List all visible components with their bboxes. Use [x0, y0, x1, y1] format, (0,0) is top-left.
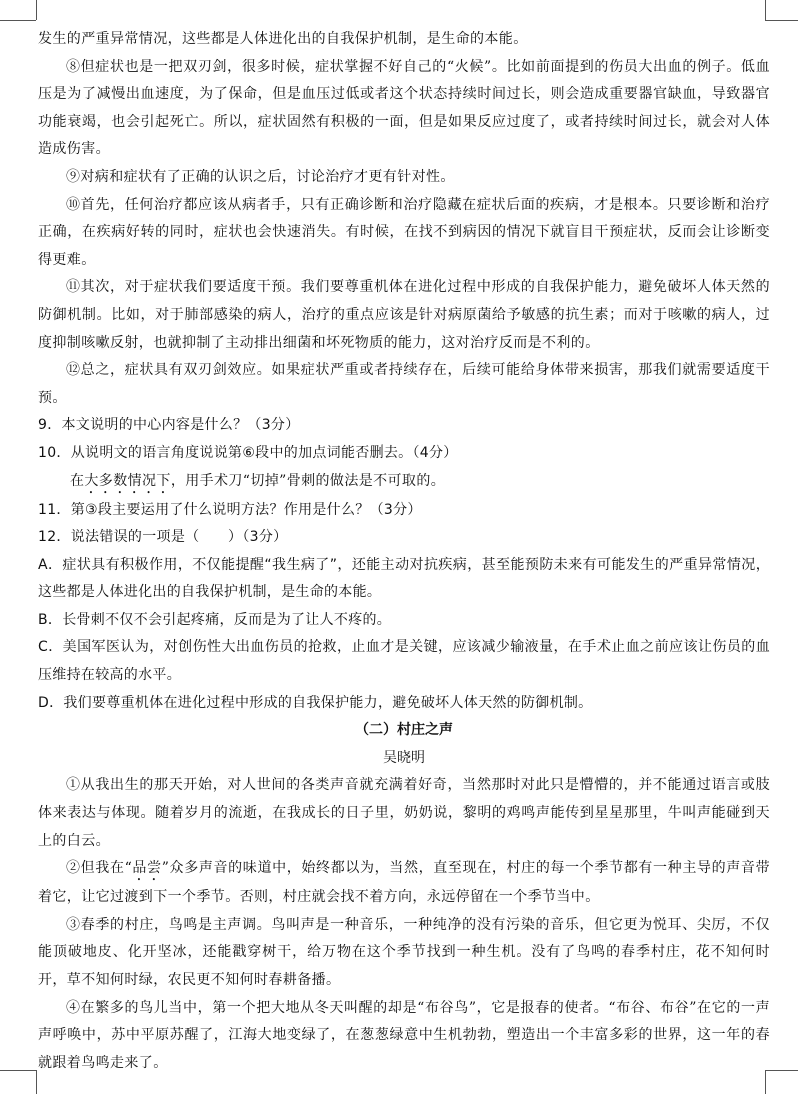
paragraph-10: ⑩首先，任何治疗都应该从病者手，只有正确诊断和治疗隐藏在症状后面的疾病，才是根本。只要诊断和治疗正确，在疾病好转的同时，症状也会快速消失。有时候，在找不到病因的情况下就盲目干预症状，反而会让诊断变得更难。: [38, 196, 770, 268]
question-9: 9．本文说明的中心内容是什么？（3分）: [38, 417, 300, 434]
exam-page: [38, 26, 770, 1077]
crop-mark-bottom-left-horizontal: [0, 1070, 36, 1071]
p2-dotted-word: 品尝: [132, 860, 162, 877]
crop-mark-top-right-horizontal: [765, 20, 798, 21]
paragraph-11: ⑪其次，对于症状我们要适度干预。我们要尊重机体在进化过程中形成的自我保护能力，避免破坏人体天然的防御机制。比如，对于肺部感染的病人，治疗的重点应该是针对病原菌给予敏感的抗生素；而对于咳嗽的病人，过度抑制咳嗽反射，也就抑制了主动排出细菌和坏死物质的能力，这对治疗反而是不利的。: [38, 279, 770, 351]
crop-mark-top-left-horizontal: [0, 20, 36, 21]
example-prefix: 在: [70, 472, 85, 489]
question-10-example: [70, 468, 770, 497]
section-2-title: （二）村庄之声: [355, 722, 453, 739]
crop-mark-bottom-left: [36, 1070, 37, 1094]
option-c: C．美国军医认为，对创伤性大出血伤员的抢救，止血才是关键，应该减少输液量，在手术止血之前应该让伤员的血压维持在较高的水平。: [38, 639, 770, 684]
section-2-paragraph-2: [38, 855, 770, 912]
p2-before: ②但我在“: [66, 860, 133, 877]
paragraph-9: ⑨对病和症状有了正确的认识之后，讨论治疗才更有针对性。: [66, 168, 455, 185]
p2-after: ”众多声音的味道中，始终都以为，当然，直至现在，村庄的每一个季节都有一种主导的声音带着它，让它过渡到下一个季节。否则，村庄就会找不着方向，永远停留在一个季节当中。: [38, 860, 770, 906]
section-2-paragraph-4: ④在繁多的鸟儿当中，第一个把大地从冬天叫醒的却是“布谷鸟”，它是报春的使者。“布谷、布谷”在它的一声声呼唤中，苏中平原苏醒了，江海大地变绿了，在葱葱绿意中生机勃勃，塑造出一个丰富多彩的世界，这一年的春就跟着鸟鸣走来了。: [38, 999, 770, 1071]
option-d: D．我们要尊重机体在进化过程中形成的自我保护能力，避免破坏人体天然的防御机制。: [38, 694, 593, 711]
section-2-paragraph-3: ③春季的村庄，鸟鸣是主声调。鸟叫声是一种音乐，一种纯净的没有污染的音乐，但它更为悦耳、尖厉，不仅能顶破地皮、化开坚冰，还能戳穿树干，给万物在这个季节找到一种生机。没有了鸟鸣的春季村庄，花不知何时开，草不知何时绿，农民更不知何时春耕备播。: [38, 916, 770, 988]
crop-mark-top-left: [36, 0, 37, 20]
option-b: B．长骨刺不仅不会引起疼痛，反而是为了让人不疼的。: [38, 611, 392, 628]
example-suffix: ，用手术刀“切掉”骨刺的做法是不可取的。: [170, 472, 446, 489]
question-12: 12．说法错误的一项是（ ）（3分）: [38, 529, 288, 546]
section-2-paragraph-1: ①从我出生的那天开始，对人世间的各类声音就充满着好奇，当然那时对此只是懵懵的，并不能通过语言或肢体来表达与体现。随着岁月的流逝，在我成长的日子里，奶奶说，黎明的鸡鸣声能传到星星那里，牛叫声能碰到天上的白云。: [38, 777, 770, 849]
crop-mark-top-right: [765, 0, 766, 20]
paragraph-8: ⑧但症状也是一把双刃剑，很多时候，症状掌握不好自己的“火候”。比如前面提到的伤员大出血的例子。低血压是为了减慢出血速度，为了保命，但是血压过低或者这个状态持续时间过长，则会造成重要器官缺血，导致器官功能衰竭，也会引起死亡。所以，症状固然有积极的一面，但是如果反应过度了，或者持续时间过长，就会对人体造成伤害。: [38, 58, 770, 158]
dotted-words: 大多数情况下: [84, 472, 171, 489]
question-10: 10．从说明文的语言角度说说第⑥段中的加点词能否删去。（4分）: [38, 444, 458, 461]
paragraph-7-continued: 发生的严重异常情况，这些都是人体进化出的自我保护机制，是生命的本能。: [38, 31, 528, 47]
section-2-author: 吴晓明: [383, 749, 425, 766]
paragraph-12: ⑫总之，症状具有双刃剑效应。如果症状严重或者持续存在，后续可能给身体带来损害，那我们就需要适度干预。: [38, 362, 770, 406]
question-11: 11．第③段主要运用了什么说明方法？作用是什么？（3分）: [38, 501, 422, 518]
option-a: A．症状具有积极作用，不仅能提醒“我生病了”，还能主动对抗疾病，甚至能预防未来有可能发生的严重异常情况，这些都是人体进化出的自我保护机制，是生命的本能。: [38, 556, 770, 601]
